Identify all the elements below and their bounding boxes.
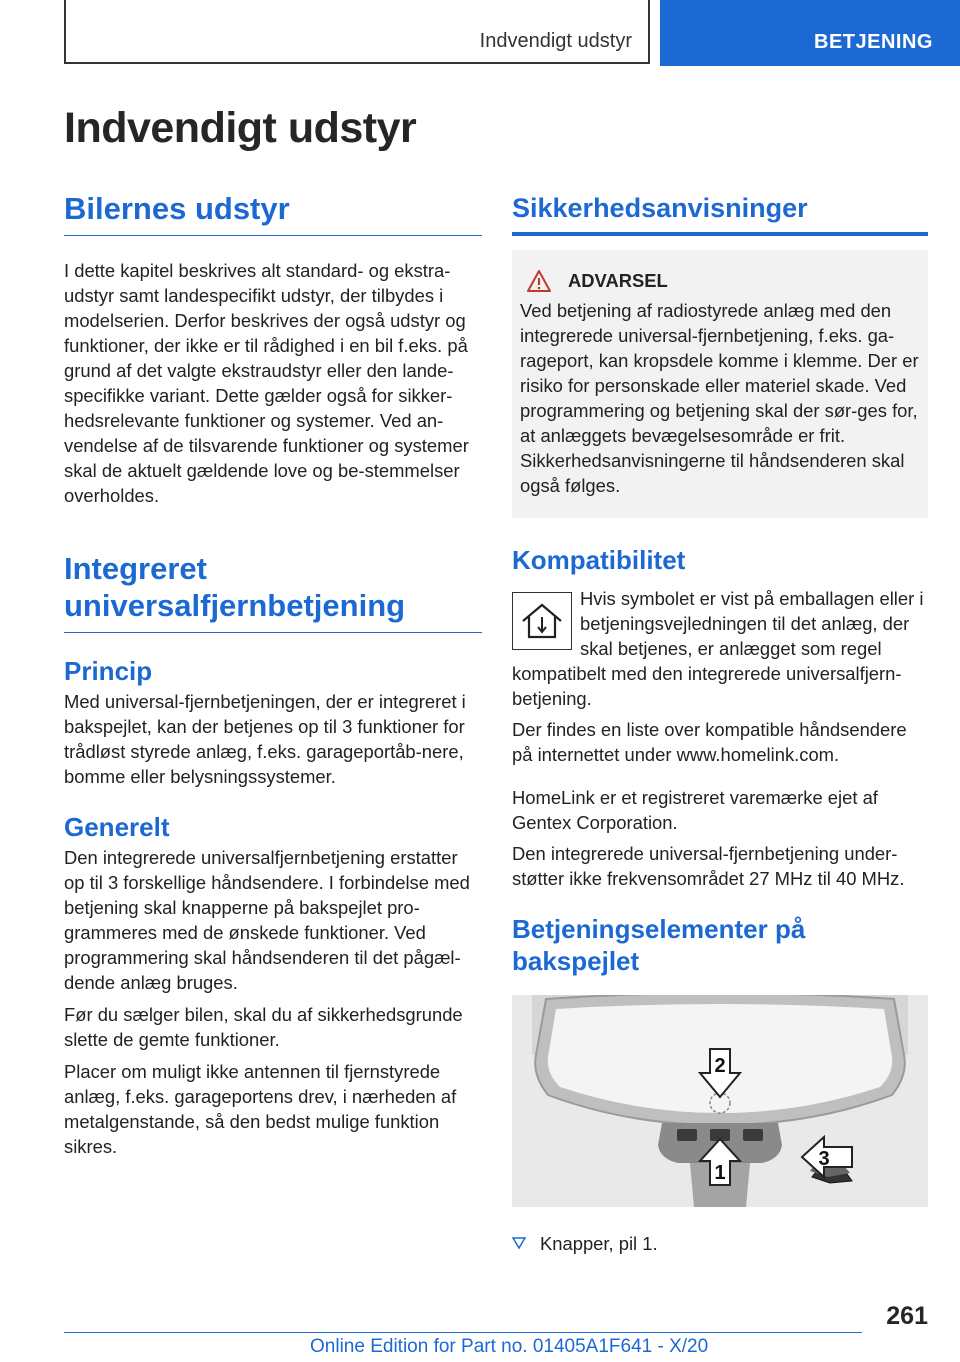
bullet-knapper	[512, 1231, 928, 1256]
warning-box	[512, 250, 928, 518]
header-section-tab	[64, 0, 650, 64]
heading-betjeningselementer: Betjeningselementer på bakspejlet	[512, 914, 806, 976]
header-chapter-title: BETJENING	[814, 31, 933, 53]
heading-bilernes-udstyr: Bilernes udstyr	[64, 190, 482, 236]
footer-edition: Online Edition for Part no. 01405A1F641 - X/20	[310, 1336, 709, 1357]
paragraph-kompat-1: Hvis symbolet er vist på emballagen eller i betjeningsvejledningen til det anlæg, der skal betjenes, er anlægget som regel kompatibelt med den integrerede universalfjern-betjening.	[512, 588, 924, 709]
header-section-title: Indvendigt udstyr	[479, 30, 632, 52]
figure-label-1: 1	[714, 1162, 726, 1184]
paragraph-generelt-3: Placer om muligt ikke antennen til fjernstyrede anlæg, f.eks. garageportens drev, i nærheden af metalgenstande, så den bedst mulige funktion sikres.	[64, 1061, 457, 1157]
heading-princip: Princip	[64, 656, 153, 686]
mirror-illustration	[512, 995, 928, 1207]
paragraph-princip: Med universal-fjernbetjeningen, der er integreret i bakspejlet, kan der betjenes op til 3 funktioner for trådløst styrede anlæg, f.eks. garageportåb-nere, bomme eller belysningssystemer.	[64, 691, 466, 787]
right-column	[512, 190, 928, 1256]
paragraph-kompat-2: Der findes en liste over kompatible håndsendere på internettet under www.homelink.com.	[512, 719, 907, 765]
figure-label-2: 2	[714, 1055, 726, 1077]
heading-kompatibilitet: Kompatibilitet	[512, 545, 686, 575]
page-number: 261	[886, 1302, 928, 1330]
paragraph-bilernes-udstyr: I dette kapitel beskrives alt standard- og ekstra-udstyr samt landespecifikt udstyr, der tilbydes i modelserien. Derfor beskrives der også udstyr og funktioner, der ikke er til rådighed i en bil f.eks. på grund af det valgte ekstraudstyr eller den lande-specifikke variant. Dette gælder også for sikker-hedsrelevante funktioner og systemer. Ved an-vendelse af de tilsvarende funktioner og systemer skal de aktuelt gældende love og be-stemmelser overholdes.	[64, 260, 469, 506]
heading-integreret: Integreret universalfjernbetjening	[64, 550, 482, 633]
footer-divider	[64, 1332, 862, 1333]
page-title: Indvendigt udstyr	[64, 104, 417, 152]
paragraph-generelt-1: Den integrerede universalfjernbetjening erstatter op til 3 forskellige håndsendere. I forbindelse med betjening skal knapperne på bakspejlet pro-grammeres med de ønskede funktioner. Ved programmering skal håndsenderen til det pågæl-dende anlæg bruges.	[64, 847, 470, 993]
triangle-bullet-icon	[512, 1236, 526, 1250]
paragraph-kompat-4: Den integrerede universal-fjernbetjening under-støtter ikke frekvensområdet 27 MHz til 40 MHz.	[512, 843, 905, 889]
warning-triangle-icon	[526, 269, 552, 293]
kompat-block	[512, 586, 928, 711]
bullet-knapper-text: Knapper, pil 1.	[540, 1233, 658, 1254]
figure-label-3: 3	[818, 1148, 830, 1170]
heading-sikkerhed: Sikkerhedsanvisninger	[512, 190, 928, 236]
header-chapter-tab	[660, 0, 960, 66]
paragraph-generelt-2: Før du sælger bilen, skal du af sikkerhedsgrunde slette de gemte funktioner.	[64, 1004, 463, 1050]
heading-generelt: Generelt	[64, 812, 170, 842]
warning-title: ADVARSEL	[568, 270, 668, 291]
paragraph-kompat-3: HomeLink er et registreret varemærke ejet af Gentex Corporation.	[512, 787, 878, 833]
homelink-house-icon	[512, 592, 572, 650]
warning-text: Ved betjening af radiostyrede anlæg med den integrerede universal-fjernbetjening, f.eks. ga-rageport, kan kropsdele komme i klemme. Der er risiko for personskade eller materiel skade. Ved programmering og betjening skal der sør-ges for, at anlæggets bevægelsesområde er frit. Sikkerhedsanvisningerne til håndsenderen skal også følges.	[520, 300, 919, 496]
warning-title-row	[568, 268, 920, 294]
left-column	[64, 190, 482, 1159]
